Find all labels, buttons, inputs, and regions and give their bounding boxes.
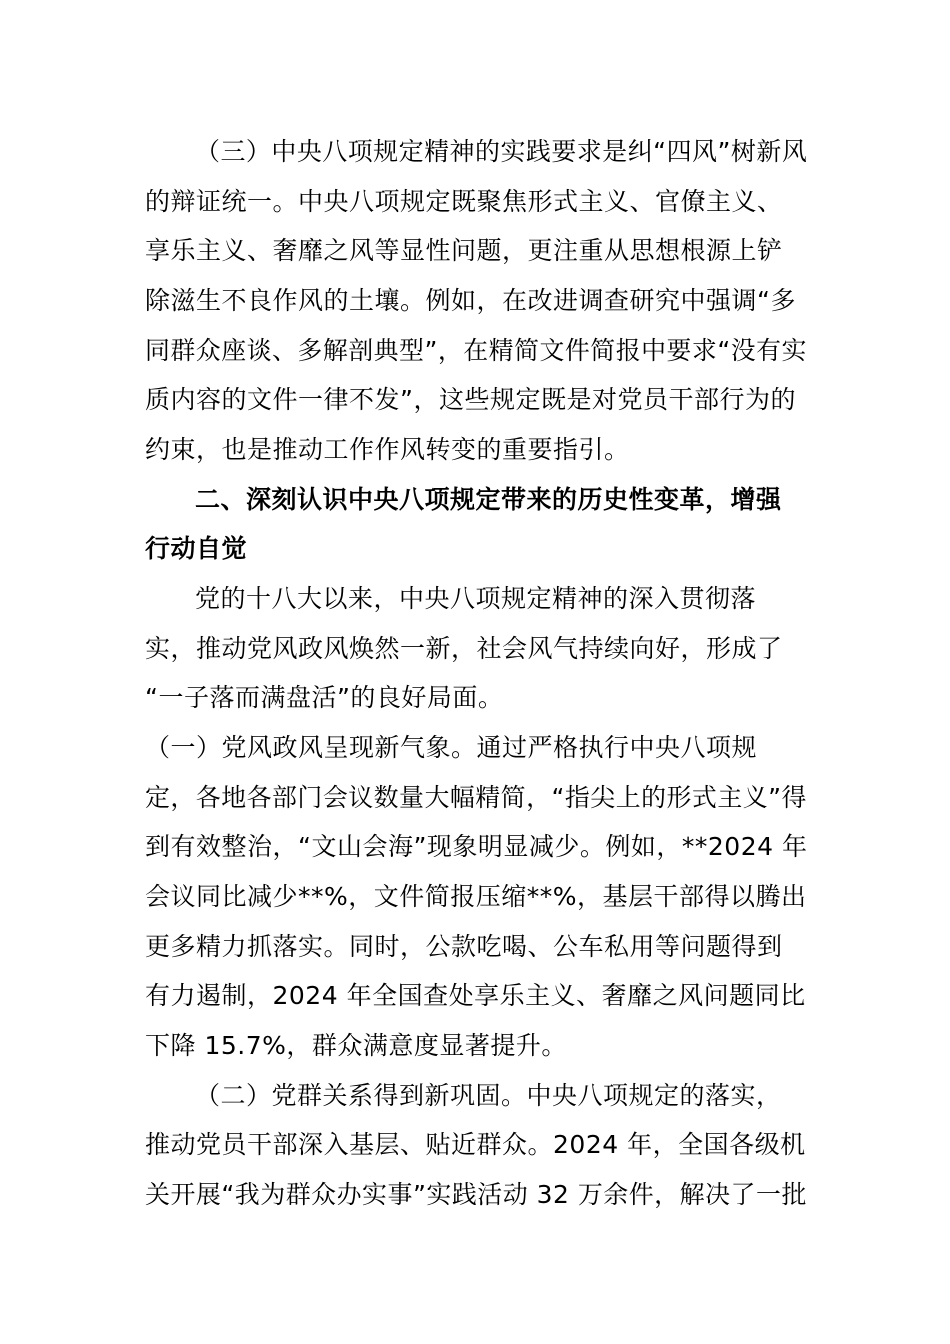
paragraph-3-line-4: 除滋生不良作风的土壤。例如，在改进调查研究中强调“多 <box>145 286 796 315</box>
subsection-1-line-2: 定，各地各部门会议数量大幅精简，“指尖上的形式主义”得 <box>145 783 807 812</box>
subsection-1-line-4: 会议同比减少**%，文件简报压缩**%，基层干部得以腾出 <box>145 882 807 911</box>
subsection-1-line-6: 有力遏制，2024 年全国查处享乐主义、奢靡之风问题同比 <box>145 981 806 1010</box>
section-2-intro-line-3: “一子落而满盘活”的良好局面。 <box>145 683 504 712</box>
subsection-1-line-7: 下降 15.7%，群众满意度显著提升。 <box>145 1031 567 1060</box>
subsection-2-line-2: 推动党员干部深入基层、贴近群众。2024 年，全国各级机 <box>145 1130 806 1159</box>
subsection-1-line-3: 到有效整治，“文山会海”现象明显减少。例如，**2024 年 <box>145 832 808 861</box>
subsection-1-line-1: （一）党风政风呈现新气象。通过严格执行中央八项规 <box>145 733 758 762</box>
section-2-heading-line-1: 二、深刻认识中央八项规定带来的历史性变革，增强 <box>195 485 782 514</box>
section-2-heading-line-2: 行动自觉 <box>145 534 248 563</box>
paragraph-3-line-3: 享乐主义、奢靡之风等显性问题，更注重从思想根源上铲 <box>145 236 783 265</box>
paragraph-3-line-1: （三）中央八项规定精神的实践要求是纠“四风”树新风 <box>195 137 808 166</box>
paragraph-3-line-2: 的辩证统一。中央八项规定既聚焦形式主义、官僚主义、 <box>145 187 783 216</box>
section-2-intro-line-2: 实，推动党风政风焕然一新，社会风气持续向好，形成了 <box>145 634 783 663</box>
subsection-2-line-3: 关开展“我为群众办实事”实践活动 32 万余件，解决了一批 <box>145 1180 807 1209</box>
subsection-2-line-1: （二）党群关系得到新巩固。中央八项规定的落实， <box>195 1081 782 1110</box>
paragraph-3-line-6: 质内容的文件一律不发”，这些规定既是对党员干部行为的 <box>145 385 796 414</box>
subsection-1-line-5: 更多精力抓落实。同时，公款吃喝、公车私用等问题得到 <box>145 932 783 961</box>
section-2-intro-line-1: 党的十八大以来，中央八项规定精神的深入贯彻落 <box>195 584 757 613</box>
paragraph-3-line-7: 约束，也是推动工作作风转变的重要指引。 <box>145 435 630 464</box>
paragraph-3-line-5: 同群众座谈、多解剖典型”，在精简文件简报中要求“没有实 <box>145 336 807 365</box>
